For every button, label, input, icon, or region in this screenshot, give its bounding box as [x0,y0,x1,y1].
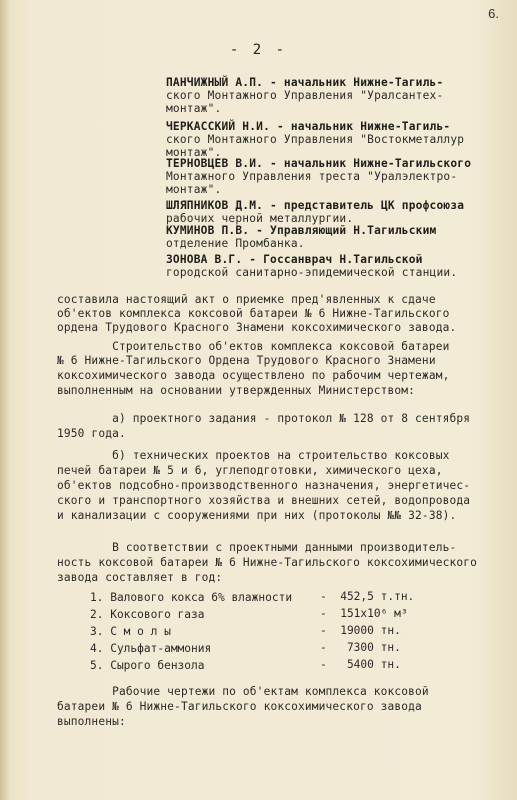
member-2-line-1: ЧЕРКАССКИЙ Н.И. - начальник Нижне-Тагиль- [166,120,451,133]
para1-line-2: № 6 Нижне-Тагильского Ордена Трудового Красного Знамени [57,354,436,367]
member-1-line-1: ПАНЧИЖНЫЙ А.П. - начальник Нижне-Тагиль- [166,76,444,89]
para3-line-2: батареи № 6 Нижне-Тагильского коксохимического завода [57,700,422,713]
member-2-line-2: ского Монтажного Управления "Востокметаллур [166,133,465,146]
para1-line-3: коксохимического завода осуществлено по рабочим чертежам, [57,369,450,382]
member-5-line-1: КУМИНОВ П.В. - Управляющий Н.Тагильским [166,224,437,237]
page-edge-shadow [0,0,10,800]
intro-line-2: об'ектов комплекса коксовой батареи № 6 Нижне-Тагильского [57,307,450,320]
member-6-line-2: городской санитарно-эпидемической станции. [166,266,458,279]
member-1-line-3: монтаж". [166,102,222,115]
para1-line-4: выполненным на основании утвержденных Министерством: [57,384,416,397]
para3-line-3: выполнены: [57,715,126,728]
item-b-line-5: и канализации с сооружениями при них (протоколы №№ 32-38). [57,509,457,522]
item-b-line-1: б) технических проектов на строительство коксовых [57,449,450,462]
member-3-line-1: ТЕРНОВЦЕВ В.И. - начальник Нижне-Тагильского [166,157,472,170]
member-2-line-3: монтаж". [166,146,222,159]
member-4-line-2: рабочих черной металлургии. [166,212,354,225]
para2-line-3: завода составляет в год: [57,571,223,584]
para3-line-1: Рабочие чертежи по об'ектам комплекса коксовой [57,685,429,698]
member-5-line-2: отделение Промбанка. [166,237,305,250]
intro-line-1: составила настоящий акт о приемке пред'явленных к сдаче [57,293,436,306]
production-item-2: 2. Коксового газа [90,608,205,621]
para1-line-1: Строительство об'ектов комплекса коксовой батареи [57,340,450,353]
para2-line-2: ность коксовой батареи № 6 Нижне-Тагильского коксохимического [57,556,478,569]
production-value-1: - 452,5 т.тн. [320,590,415,603]
intro-line-3: ордена Трудового Красного Знамени коксохимического завода. [57,321,457,334]
handwritten-page-number: 6. [488,6,499,21]
item-a-line-1: а) проектного задания - протокол № 128 от 8 сентября [57,412,471,425]
member-3-line-3: монтаж". [166,183,222,196]
production-value-2: - 151х10⁶ м³ [320,607,408,620]
member-6-line-1: ЗОНОВА В.Г. - Госсанврач Н.Тагильской [166,253,423,266]
para2-line-1: В соответствии с проектными данными производитель- [57,541,457,554]
production-value-3: - 19000 тн. [320,624,401,637]
item-a-line-2: 1950 года. [57,427,126,440]
member-1-line-2: ского Монтажного Управления "Уралсантех- [166,89,444,102]
item-b-line-2: печей батареи № 5 и 6, углеподготовки, химического цеха, [57,464,443,477]
production-value-4: - 7300 тн. [320,641,401,654]
production-value-5: - 5400 тн. [320,658,401,671]
production-item-4: 4. Сульфат-аммония [90,642,212,655]
member-4-line-1: ШЛЯПНИКОВ Д.М. - представитель ЦК профсоюза [166,199,465,212]
page-header: - 2 - [229,42,288,58]
item-b-line-3: об'ектов подсобно-производственного назначения, энергетичес- [57,479,471,492]
production-item-3: 3. С м о л ы [90,625,171,638]
item-b-line-4: ского и транспортного хозяйства и внешних сетей, водопровода [57,494,471,507]
production-item-1: 1. Валового кокса 6% влажности [90,591,293,604]
member-3-line-2: Монтажного Управления треста "Уралэлектро- [166,170,458,183]
production-item-5: 5. Сырого бензола [90,659,205,672]
